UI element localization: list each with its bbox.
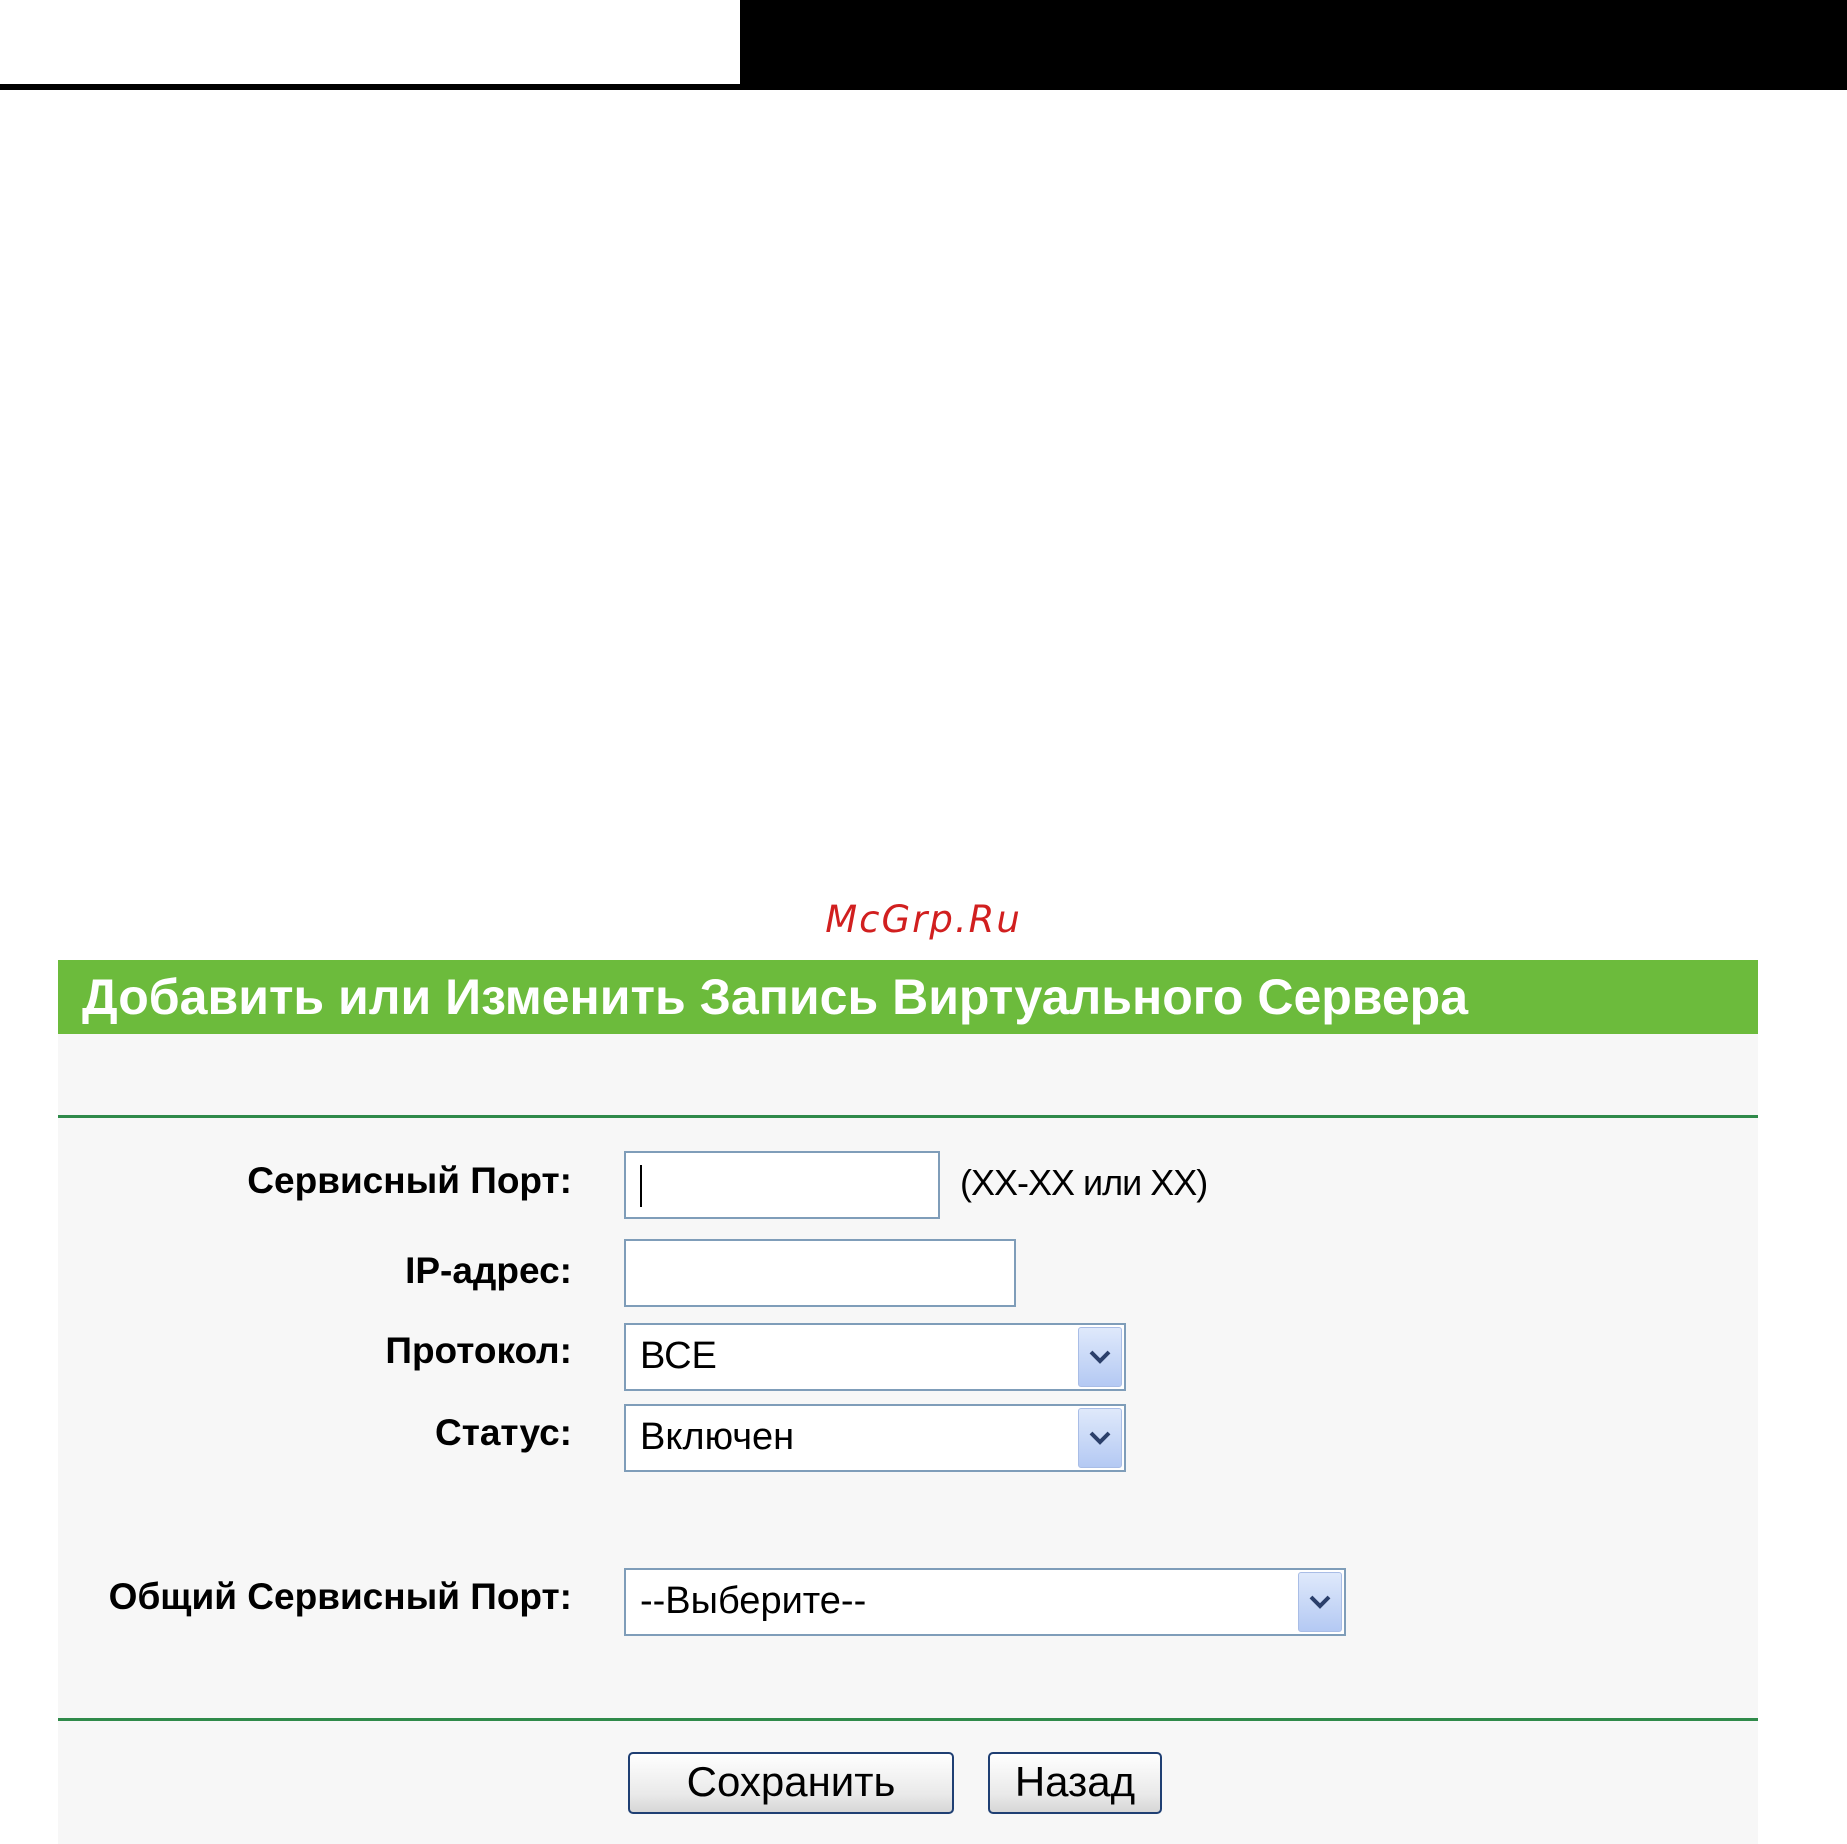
watermark: McGrp.Ru: [825, 898, 1022, 941]
save-button[interactable]: Сохранить: [628, 1752, 954, 1814]
service-port-label: Сервисный Порт:: [247, 1160, 572, 1201]
protocol-label: Протокол:: [385, 1330, 572, 1371]
common-service-port-selected-value: --Выберите--: [640, 1580, 867, 1622]
status-selected-value: Включен: [640, 1416, 795, 1458]
protocol-selected-value: ВСЕ: [640, 1335, 717, 1377]
protocol-select[interactable]: [624, 1323, 1126, 1391]
chevron-down-icon[interactable]: [1078, 1327, 1122, 1387]
ip-address-label: IP-адрес:: [405, 1250, 572, 1291]
divider-top: [58, 1115, 1758, 1118]
chevron-down-icon[interactable]: [1298, 1572, 1342, 1632]
chevron-down-icon[interactable]: [1078, 1408, 1122, 1468]
status-label: Статус:: [434, 1412, 572, 1453]
top-black-bar: [740, 0, 1847, 90]
text-caret: [640, 1165, 642, 1207]
back-button[interactable]: Назад: [988, 1752, 1162, 1814]
status-select[interactable]: [624, 1404, 1126, 1472]
virtual-server-form-panel: [58, 960, 1758, 1844]
page-title: Добавить или Изменить Запись Виртуального Сервера: [58, 960, 1758, 1034]
common-service-port-select[interactable]: [624, 1568, 1346, 1636]
common-service-port-label: Общий Сервисный Порт:: [108, 1576, 572, 1617]
service-port-input[interactable]: [624, 1151, 940, 1219]
divider-bottom: [58, 1718, 1758, 1721]
ip-address-input[interactable]: [624, 1239, 1016, 1307]
top-rule: [0, 84, 760, 90]
service-port-hint: (XX-XX или XX): [960, 1162, 1208, 1203]
